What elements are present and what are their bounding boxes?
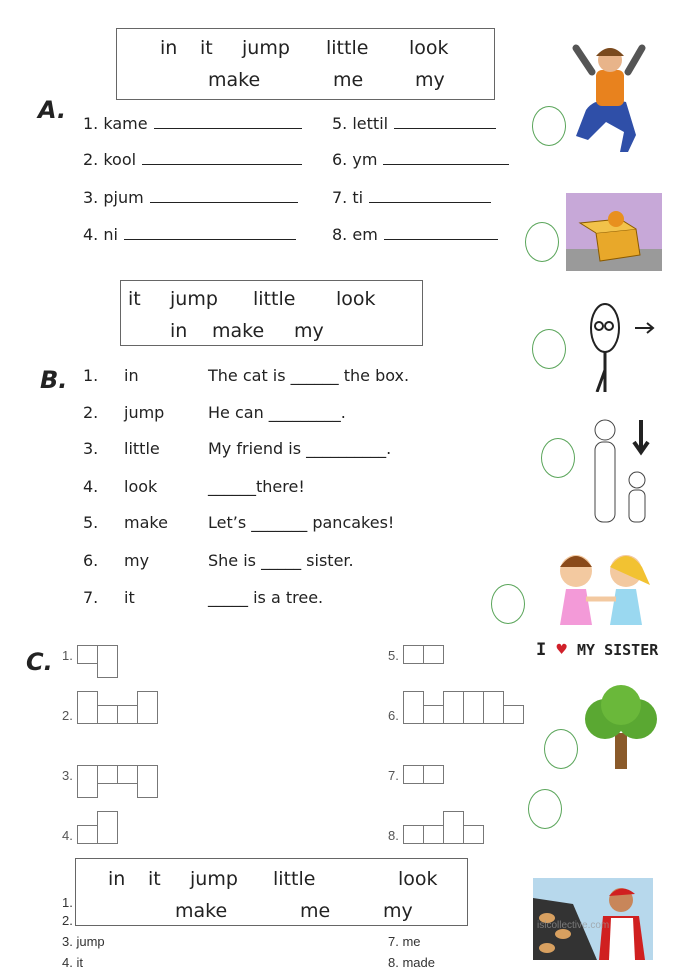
answer-blank[interactable] xyxy=(154,114,302,129)
stick-figure-looking-picture xyxy=(585,300,661,392)
row-sentence: Let’s _______ pancakes! xyxy=(208,513,395,532)
letter-box[interactable] xyxy=(443,691,464,724)
item-number: 8. xyxy=(388,828,399,843)
letter-box[interactable] xyxy=(97,645,118,678)
item-number: 2. xyxy=(62,708,73,723)
letter-box[interactable] xyxy=(463,825,484,844)
letter-box[interactable] xyxy=(97,811,118,844)
unscramble-item: 6. ym xyxy=(332,150,509,169)
letter-box[interactable] xyxy=(503,705,524,724)
letter-box[interactable] xyxy=(423,705,444,724)
list-item: 2. xyxy=(62,913,73,928)
word: make xyxy=(212,320,265,342)
word: my xyxy=(383,900,413,922)
row-number: 3. xyxy=(83,439,99,458)
word-bank-a xyxy=(116,28,495,100)
word: me xyxy=(300,900,331,922)
word: my xyxy=(415,69,445,91)
unscramble-item: 8. em xyxy=(332,225,498,244)
list-item: 3. jump xyxy=(62,934,105,949)
letter-box[interactable] xyxy=(423,825,444,844)
two-girls-picture xyxy=(540,545,666,635)
unscramble-item: 7. ti xyxy=(332,188,491,207)
answer-blank[interactable] xyxy=(383,150,509,165)
letter-box[interactable] xyxy=(463,691,484,724)
answer-circle[interactable] xyxy=(528,789,562,829)
word: in xyxy=(170,320,188,342)
word: it xyxy=(200,37,213,59)
word: little xyxy=(273,868,316,890)
row-word: make xyxy=(124,513,168,532)
word: in xyxy=(108,868,126,890)
letter-boxes xyxy=(77,751,157,798)
answer-circle[interactable] xyxy=(525,222,559,262)
answer-circle[interactable] xyxy=(544,729,578,769)
letter-box[interactable] xyxy=(97,705,118,724)
letter-box[interactable] xyxy=(117,705,138,724)
heart-icon: ♥ xyxy=(556,640,567,660)
letter-box[interactable] xyxy=(97,765,118,784)
row-sentence: He can _________. xyxy=(208,403,346,422)
answer-blank[interactable] xyxy=(384,225,498,240)
letter-box[interactable] xyxy=(137,765,158,798)
unscramble-item: 1. kame xyxy=(83,114,302,133)
letter-box[interactable] xyxy=(403,691,424,724)
letter-box[interactable] xyxy=(137,691,158,724)
word: jump xyxy=(170,288,218,310)
word: little xyxy=(253,288,296,310)
letter-boxes xyxy=(403,751,443,784)
word: little xyxy=(326,37,369,59)
letter-box[interactable] xyxy=(423,645,444,664)
word: jump xyxy=(190,868,238,890)
row-number: 1. xyxy=(83,366,99,385)
row-word: in xyxy=(124,366,139,385)
letter-box[interactable] xyxy=(77,645,98,664)
unscramble-item: 2. kool xyxy=(83,150,302,169)
list-item: 4. it xyxy=(62,955,83,970)
answer-blank[interactable] xyxy=(394,114,496,129)
word-bank-b xyxy=(120,280,423,346)
item-number: 6. xyxy=(388,708,399,723)
word: make xyxy=(208,69,261,91)
word-bank-bottom xyxy=(75,858,468,926)
section-label-c: C. xyxy=(26,648,53,676)
word: jump xyxy=(242,37,290,59)
cat-in-box-picture xyxy=(566,193,662,271)
row-sentence: The cat is ______ the box. xyxy=(208,366,410,385)
letter-boxes xyxy=(403,691,523,724)
list-item: 8. made xyxy=(388,955,435,970)
tree-picture xyxy=(583,685,659,769)
letter-box[interactable] xyxy=(77,691,98,724)
answer-circle[interactable] xyxy=(532,106,566,146)
letter-box[interactable] xyxy=(443,811,464,844)
letter-boxes xyxy=(77,631,117,678)
item-number: 7. xyxy=(388,768,399,783)
letter-box[interactable] xyxy=(403,825,424,844)
section-label-a: A. xyxy=(38,96,67,124)
unscramble-item: 5. lettil xyxy=(332,114,496,133)
letter-boxes xyxy=(403,811,483,844)
row-word: it xyxy=(124,588,135,607)
tall-and-little-figures-picture xyxy=(585,410,661,528)
woman-making-pancakes-picture xyxy=(533,878,653,960)
item-number: 1. xyxy=(62,648,73,663)
row-word: my xyxy=(124,551,150,570)
item-number: 4. xyxy=(62,828,73,843)
item-number: 3. xyxy=(62,768,73,783)
row-sentence: My friend is __________. xyxy=(208,439,392,458)
row-number: 6. xyxy=(83,551,99,570)
answer-blank[interactable] xyxy=(124,225,296,240)
jumping-boy-picture xyxy=(566,40,652,156)
answer-circle[interactable] xyxy=(491,584,525,624)
item-number: 5. xyxy=(388,648,399,663)
letter-box[interactable] xyxy=(77,825,98,844)
word: look xyxy=(409,37,449,59)
word: it xyxy=(128,288,141,310)
answer-blank[interactable] xyxy=(369,188,491,203)
answer-blank[interactable] xyxy=(150,188,298,203)
list-item: 7. me xyxy=(388,934,421,949)
letter-box[interactable] xyxy=(403,765,424,784)
letter-box[interactable] xyxy=(117,765,138,784)
word: my xyxy=(294,320,324,342)
row-sentence: ______there! xyxy=(208,477,305,496)
row-number: 2. xyxy=(83,403,99,422)
row-word: little xyxy=(124,439,160,458)
sister-caption: I ♥ MY SISTER xyxy=(536,640,659,660)
letter-box[interactable] xyxy=(483,691,504,724)
row-word: look xyxy=(124,477,158,496)
row-number: 5. xyxy=(83,513,99,532)
word: look xyxy=(398,868,438,890)
letter-boxes xyxy=(77,811,117,844)
list-item: 1. xyxy=(62,895,73,910)
word: me xyxy=(333,69,364,91)
word: make xyxy=(175,900,228,922)
letter-box[interactable] xyxy=(77,765,98,798)
answer-circle[interactable] xyxy=(532,329,566,369)
unscramble-item: 3. pjum xyxy=(83,188,298,207)
row-sentence: She is _____ sister. xyxy=(208,551,354,570)
svg-text:islcollective.com: islcollective.com xyxy=(537,920,610,931)
word: in xyxy=(160,37,178,59)
answer-circle[interactable] xyxy=(541,438,575,478)
section-label-b: B. xyxy=(40,366,68,394)
letter-box[interactable] xyxy=(403,645,424,664)
answer-blank[interactable] xyxy=(142,150,302,165)
row-word: jump xyxy=(124,403,165,422)
letter-box[interactable] xyxy=(423,765,444,784)
row-sentence: _____ is a tree. xyxy=(208,588,324,607)
word: it xyxy=(148,868,161,890)
letter-boxes xyxy=(77,691,157,724)
word: look xyxy=(336,288,376,310)
letter-boxes xyxy=(403,631,443,664)
row-number: 7. xyxy=(83,588,99,607)
row-number: 4. xyxy=(83,477,99,496)
unscramble-item: 4. ni xyxy=(83,225,296,244)
